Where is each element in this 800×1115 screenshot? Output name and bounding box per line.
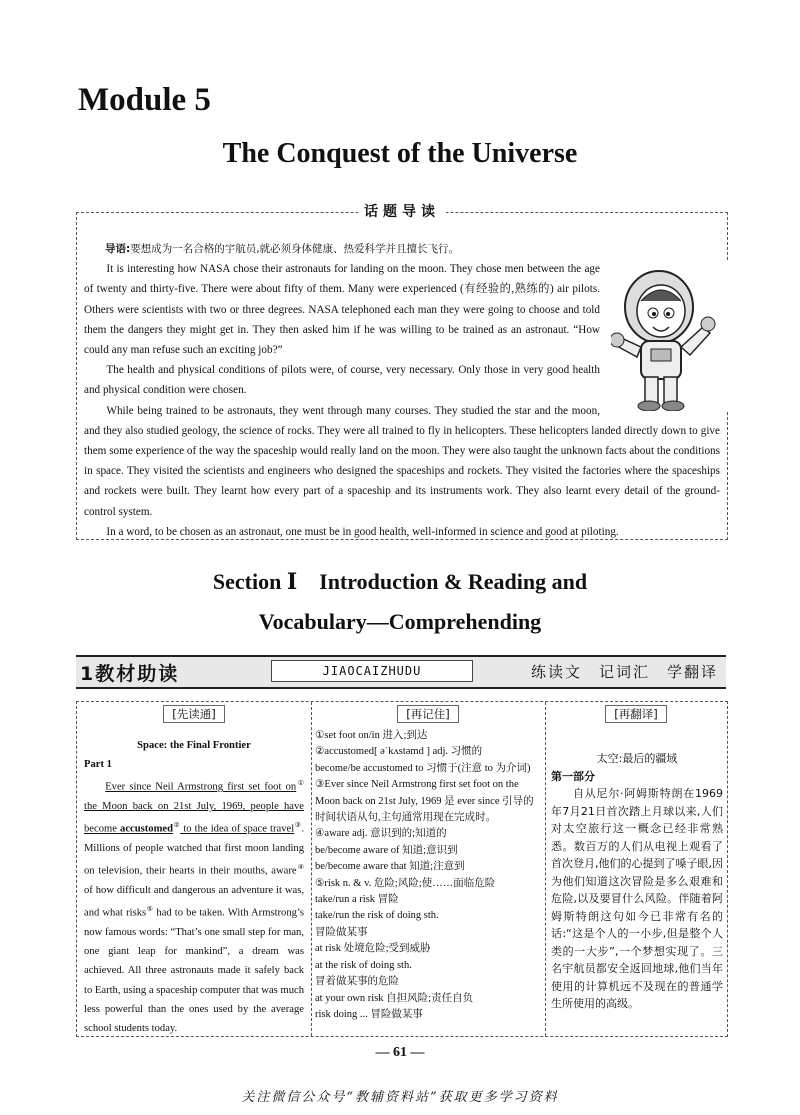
vocab-item: at the risk of doing sth. <box>315 959 412 971</box>
vocab-item: 冒险做某事 <box>315 926 368 938</box>
vocab-item: become/be accustomed to 习惯于(注意 to 为介词) <box>315 762 531 774</box>
story-text: Ever since Neil Armstrong first set foot on① the Moon back on 21st July, 1969, people have become accustomed② to the idea of space travel③. Millions of people watched that first moon landing on television, their hearts in their mouths, aware④ of how difficult and dangerous an adventure it was, and what risks⑤ had to be taken. With Armstrong’s now famous words: “That’s one small step for man, one giant leap for mankind”, a dream was achieved. All three astronauts made it safely back to Earth, using a spaceship computer that was much less powerful than the ones used by the average school students today. <box>84 779 305 1034</box>
intro-label: 导语: <box>105 243 131 255</box>
topic-heading <box>77 201 727 221</box>
topic-paragraph-2: The health and physical conditions of pilots were, of course, very necessary. Only those in very good health and physical condition were chosen. <box>84 364 600 397</box>
page-number: — 61 — <box>375 1045 425 1060</box>
story-title: Space: the Final Frontier <box>137 740 251 751</box>
vocab-item: be/become aware of 知道;意识到 <box>315 844 458 856</box>
vocab-item: take/run the risk of doing sth. <box>315 910 439 922</box>
translation-title: 太空:最后的疆域 <box>596 752 678 765</box>
vocab-item: be/become aware that 知道;注意到 <box>315 861 465 873</box>
vocab-item: at your own risk 自担风险;责任自负 <box>315 992 474 1004</box>
col1-heading: [先读通] <box>77 706 311 722</box>
translation-part: 第一部分 <box>551 769 595 783</box>
vocabulary-column <box>311 702 546 1036</box>
vocab-item: at risk 处境危险;受到威胁 <box>315 943 431 955</box>
vocab-item: risk doing ... 冒险做某事 <box>315 1008 423 1020</box>
vocab-item: 冒着做某事的危险 <box>315 976 399 988</box>
reading-body <box>84 736 304 1038</box>
textbook-banner <box>76 655 726 689</box>
reading-column <box>77 702 312 1036</box>
topic-intro <box>84 239 720 259</box>
section-title-line1: Section Ⅰ Introduction & Reading and <box>212 569 588 594</box>
translation-text: 自从尼尔·阿姆斯特朗在1969年7月21日首次踏上月球以来,人们对太空旅行这一概念已经非常熟悉。数百万的人们从电视上观看了首次登月,他们的心提到了嗓子眼,因为他们知道这次冒险是多么艰难和危险,以及要冒什么风险。伴随着阿姆斯特朗这句如今已非常有名的话:“这是个人的一小步,但是整个人类的一大步”,一个梦想实现了。三名宇航员都安全返回地球,他们当年使用的计算机远不及现在的普通学生所使用的高级。 <box>551 787 723 1010</box>
story-part: Part 1 <box>84 759 112 771</box>
topic-heading-label: 话题导读 <box>358 204 446 220</box>
banner-subtitle: 练读文 记词汇 学翻译 <box>530 663 718 681</box>
vocab-item: ④aware adj. 意识到的;知道的 <box>315 828 447 840</box>
module-title: Module 5 <box>78 82 211 118</box>
vocabulary-body <box>315 728 543 1023</box>
col3-heading: [再翻译] <box>545 706 727 722</box>
vocab-item: ②accustomed[ əˈkʌstəmd ] adj. 习惯的 <box>315 746 483 758</box>
intro-text: 要想成为一名合格的宇航员,就必须身体健康、热爱科学并且擅长飞行。 <box>130 243 460 255</box>
section-title-line2: Vocabulary—Comprehending <box>258 609 542 634</box>
vocab-item: take/run a risk 冒险 <box>315 894 399 906</box>
topic-paragraph-1: It is interesting how NASA chose their astronauts for landing on the moon. They chose men between the age of twenty and thirty-five. There were about fifty of them. Many were experienced (有经验的,熟练的) air pilots. Others were scientists with two or three degrees. NASA telephoned each man they were going to choose and told them the dangers they might get in. They then asked him if he was willing to be trained as an astronaut. “How could any man refuse such an exciting job?” <box>84 263 600 357</box>
vocab-item: ③Ever since Neil Armstrong first set foot on the Moon back on 21st July, 1969 是 ever since 引导的时间状语从句,主句通常用现在完成时。 <box>315 779 534 824</box>
footer-watermark: 关注微信公众号“教辅资料站”获取更多学习资料 <box>241 1090 559 1105</box>
astronaut-icon <box>611 261 731 411</box>
page-title: The Conquest of the Universe <box>222 138 578 169</box>
translation-body <box>551 750 723 1013</box>
col2-heading: [再记住] <box>311 706 545 722</box>
topic-paragraph-4: In a word, to be chosen as an astronaut, one must be in good health, well-informed in science and good at piloting. <box>106 525 619 538</box>
three-column-table <box>76 701 728 1037</box>
vocab-item: ⑤risk n. & v. 危险;风险;使……面临危险 <box>315 877 496 889</box>
translation-column <box>545 702 727 1036</box>
banner-title: 1教材助读 <box>80 663 180 685</box>
topic-reading-box <box>76 204 728 540</box>
banner-pinyin: JIAOCAIZHUDU <box>271 660 473 682</box>
vocab-item: ①set foot on/in 进入;到达 <box>315 730 428 741</box>
topic-paragraph-3: While being trained to be astronauts, they went through many courses. They studied the star and the moon, and they also studied geology, the science of rocks. They were all trained to fly in helicopters. These helicopters landed directly down to give them some experience of the way the spaceship would really land on the moon. They were also taught the unknown facts about the conditions in space. They visited the scientists and engineers who designed the spaceships and rockets. They visited the factories where the spaceships and rockets were built. They learnt how every part of a spaceship and its instruments work. They also learnt every detail of the ground-control system. <box>84 404 720 518</box>
